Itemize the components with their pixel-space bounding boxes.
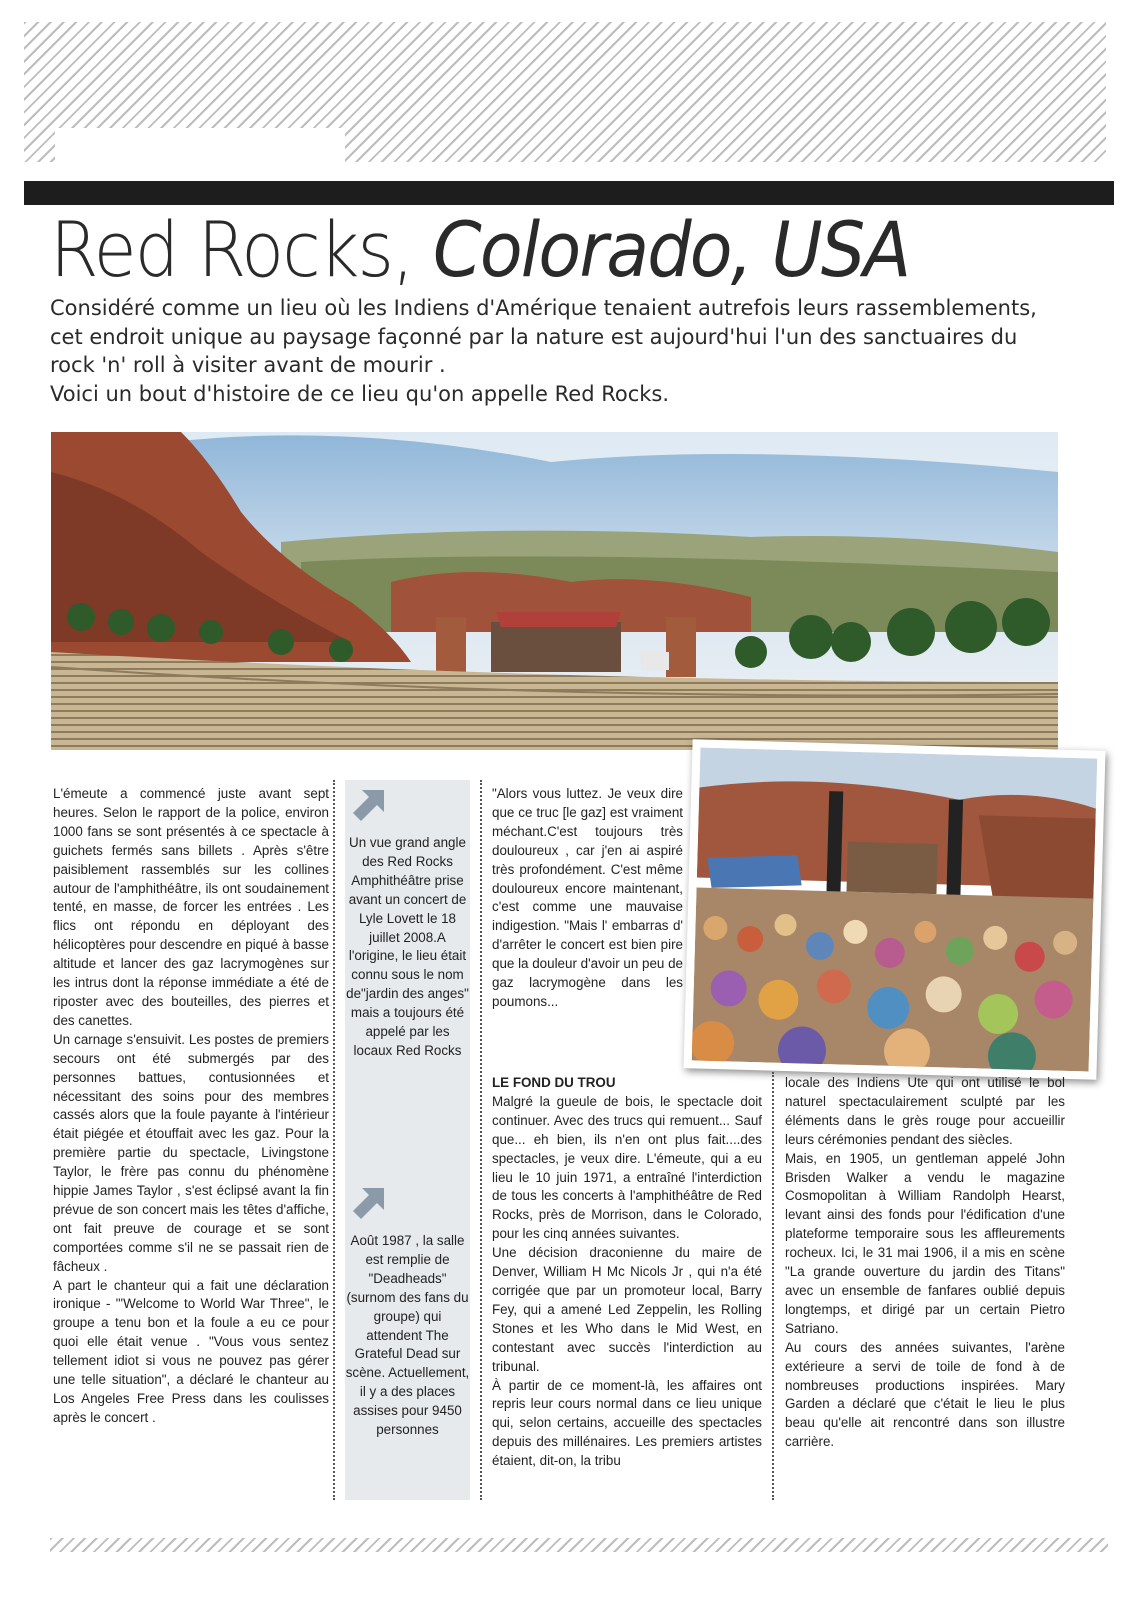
- hero-photo-amphitheatre: [51, 432, 1058, 750]
- body-paragraph: A part le chanteur qui a fait une déclaration ironique - "'Welcome to World War Three", le groupe a tenu bon et la foule a eu ce pour quoi elle était venue . "Vous vous sentez tellement idiot si vous ne pouvez pas gérer une telle situation", a déclaré le chanteur au Los Angeles Free Press dans les coulisses après le concert .: [53, 1277, 329, 1425]
- title-plain: Red Rocks,: [50, 205, 413, 294]
- body-paragraph: L'émeute a commencé juste avant sept heures. Selon le rapport de la police, environ 1000 fans se sont présentés à ce spectacle à guichets fermés sans billets . Après s'être paisiblement rassemblés sur les collines autour de l'amphithéâtre, ils ont soudainement tenté, en masse, de forcer les entrées . Les flics ont répondu en déployant des hélicoptères pour descendre en piqué à basse altitude et lancer des gaz lacrymogènes sur les intrus dont la réponse immédiate a été de riposter avec des bouteilles, des pierres et des canettes.: [53, 786, 329, 1028]
- header-rule: [24, 181, 1114, 205]
- body-paragraph: Mais, en 1905, un gentleman appelé John Brisden Walker a vendu le magazine Cosmopolitan à William Randolph Hearst, levant ainsi des fonds pour l'édification d'une plateforme temporaire sous les affleurements rocheux. Ici, le 31 mai 1906, il a mis en scène "La grande ouverture du jardin des Titans" avec un ensemble de fanfares oublié depuis longtemps, et dirigé par un certain Pietro Satriano.: [785, 1150, 1065, 1336]
- title-italic: Colorado, USA: [432, 205, 910, 294]
- intro-paragraph: Considéré comme un lieu où les Indiens d'Amérique tenaient autrefois leurs rassemblements, cet endroit unique au paysage façonné par la nature est aujourd'hui l'un des sanctuaires du rock 'n' roll à visiter avant de mourir .: [50, 296, 1037, 377]
- body-paragraph: À partir de ce moment-là, les affaires ont repris leur cours normal dans ce lieu unique qui, selon certains, accueille des spectacles depuis des millénaires. Les premiers artistes étaient, dit-on, la tribu: [492, 1377, 762, 1469]
- body-paragraph: Une décision draconienne du maire de Denver, William H Mc Nicols Jr , qui n'a été corrigée que par un promoteur local, Barry Fey, qui a amené Led Zeppelin, les Rolling Stones et les Who dans le Mid West, en contestant avec succès l'interdiction au tribunal.: [492, 1245, 762, 1374]
- body-paragraph: "Alors vous luttez. Je veux dire que ce truc [le gaz] est vraiment méchant.C'est toujours très douloureux , car j'en ai aspiré très profondément. C'est même douloureux encore maintenant, c'est comme une mauvaise indigestion. "Mais l' embarras d' d'arrêter le concert est bien pire que la douleur d'avoir un peu de gaz lacrymogène dans les poumons...: [492, 786, 683, 1009]
- inset-photo-concert-crowd: [683, 739, 1105, 1079]
- photo-caption-1: Un vue grand angle des Red Rocks Amphithéâtre prise avant un concert de Lyle Lovett le 18 juillet 2008.A l'origine, le lieu était connu sous le nom de"jardin des anges" mais a toujours été appelé par les locaux Red Rocks: [346, 835, 469, 1058]
- body-paragraph: Malgré la gueule de bois, le spectacle doit continuer. Avec des trucs qui remuent... Sauf que... eh bien, ils n'en ont plus fait....des spectacles, je veux dire. L'émeute, qui a eu lieu le 10 juin 1971, a entraîné l'interdiction de tous les concerts à l'amphithéâtre de Red Rocks, près de Morrison, dans le Colorado, pour les cinq années suivantes.: [492, 1093, 762, 1242]
- section-heading: LE FOND DU TROU: [492, 1075, 616, 1090]
- body-paragraph: Au cours des années suivantes, l'arène extérieure a servi de toile de fond à de nombreuses productions inspirées. Mary Garden a déclaré que c'était le lieu le plus beau qu'elle ait rencontré dans son illustre carrière.: [785, 1339, 1065, 1450]
- page-title: [50, 205, 910, 294]
- hero-photo-illustration: [51, 432, 1058, 750]
- footer-hatch-pattern: [50, 1538, 1108, 1552]
- intro-paragraph: Voici un bout d'histoire de ce lieu qu'on appelle Red Rocks.: [50, 381, 670, 406]
- header-hatch-gap: [55, 128, 345, 162]
- body-paragraph: Un carnage s'ensuivit. Les postes de premiers secours ont été submergés par des personnes battues, contusionnées et nécessitant des soins pour des membres cassés alors que la foule payante à l'intérieur était piégée et étouffait avec les gaz. Pour la première partie du spectacle, Livingstone Taylor, le frère pas connu du phénomène hippie James Taylor , s'est éclipsé avant la fin prévue de son concert mais les têtes d'affiche, ont fait preuve de courage et se sont comportées comme s'il ne se passait rien de fâcheux .: [53, 1031, 329, 1274]
- article-column-1: [53, 785, 329, 1428]
- arrow-icon: [352, 786, 388, 822]
- column-divider: [772, 1072, 774, 1500]
- column-divider: [333, 780, 335, 1500]
- intro-text: [50, 294, 1060, 408]
- arrow-icon: [352, 1184, 388, 1220]
- column-divider: [480, 780, 482, 1500]
- photo-caption-2: Août 1987 , la salle est remplie de "Deadheads"(surnom des fans du groupe) qui attendent The Grateful Dead sur scène. Actuellement, il y a des places assises pour 9450 personnes: [345, 1233, 470, 1438]
- article-column-4: [785, 1074, 1065, 1452]
- article-column-3-top: [492, 785, 683, 1012]
- inset-photo-illustration: [692, 748, 1098, 1072]
- body-paragraph: locale des Indiens Ute qui ont utilisé le bol naturel spectaculairement sculpté par les éléments dans le grès rouge pour accueillir leurs cérémonies pendant des siècles.: [785, 1075, 1065, 1147]
- article-column-3-bottom: [492, 1074, 762, 1471]
